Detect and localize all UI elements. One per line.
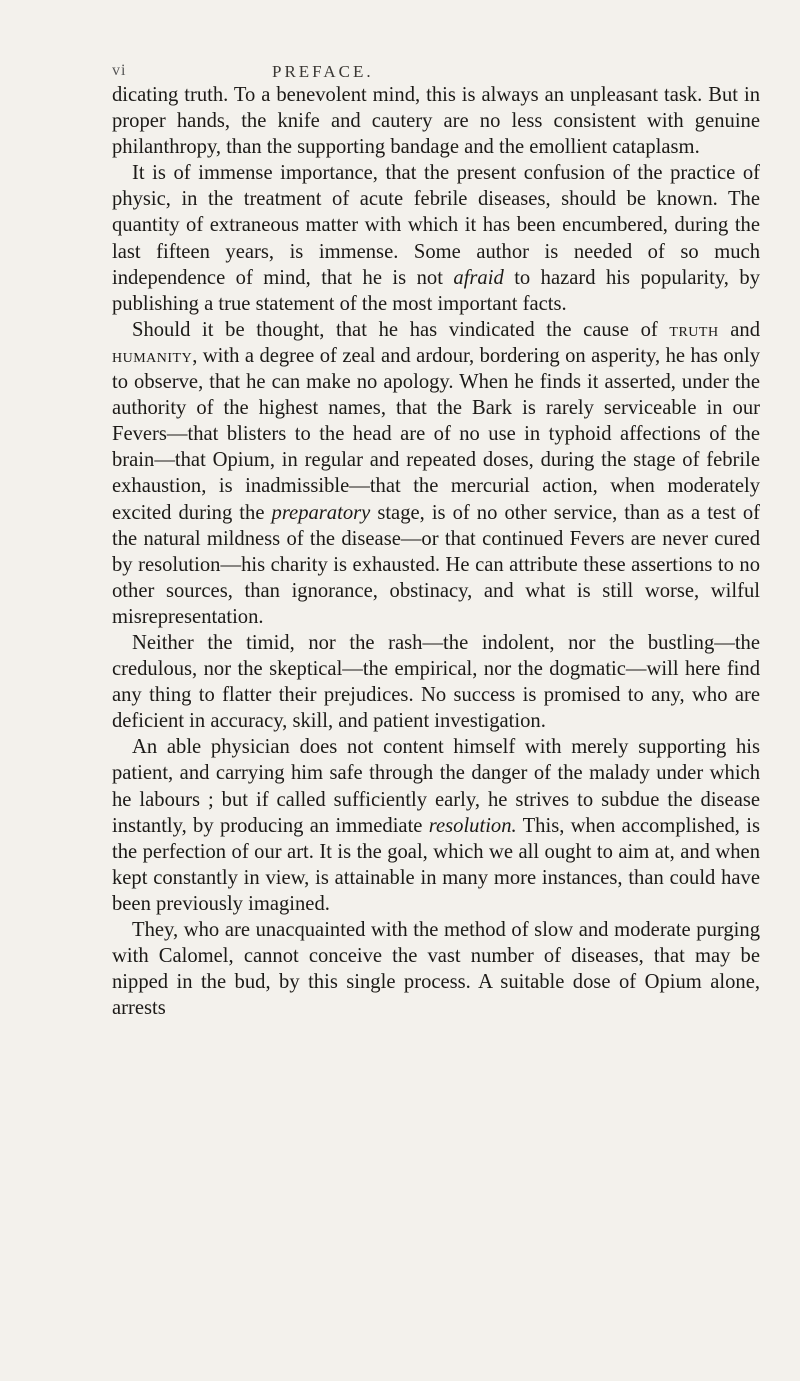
paragraph-1 [112,82,760,160]
text-span: An able physician does not content himself with merely supporting his patient, and carrying him safe through the danger of the malady under which he labours ; but if called sufficiently early, he strives to subdue the disease instantly, by producing an immediate [112,736,760,837]
smallcaps-span: humanity [112,344,193,367]
text-span: Neither the timid, nor the rash—the indolent, nor the bustling—the credulous, nor the skeptical—the empirical, nor the dogmatic—will here find any thing to flatter their prejudices. No success is promised to any, who are deficient in accuracy, skill, and patient investigation. [112,631,760,733]
body-text [112,82,760,1021]
paragraph-5 [112,734,760,917]
page-number: vi [112,62,127,79]
paragraph-4 [112,630,760,734]
italic-span: afraid [453,266,504,289]
text-span: This, when accomplished, is the perfection of our art. It is the goal, which we all ought to aim at, and when kept constantly in view, is attainable in many more instances, than could have been previously imagined. [112,814,761,915]
running-head: PREFACE. [272,62,374,81]
text-span: and [718,318,760,341]
paragraph-2 [112,160,760,317]
paragraph-6 [112,917,760,1021]
italic-span: preparatory [271,501,371,524]
italic-span: resolution. [428,814,517,837]
text-span: , with a degree of zeal and ardour, bordering on asperity, he has only to observe, that he can make no apology. When he finds it asserted, under the authority of the highest names, that the Bark is rarely serviceable in our Fevers—that blisters to the head are of no use in typhoid affections of the brain—that Opium, in regular and repeated doses, during the stage of febrile exhaustion, is inadmissible—that the mercurial action, when moderately excited during the [112,344,760,524]
text-span: It is of immense importance, that the present confusion of the practice of physic, in the treatment of acute febrile diseases, should be known. The quantity of extraneous matter with which it has been encumbered, during the last fifteen years, is immense. Some author is needed of so much independence of mind, that he is not [112,162,760,289]
text-span: Should it be thought, that he has vindicated the cause of [132,318,670,341]
text-span: stage, is of no other service, than as a test of the natural mildness of the disease—or that continued Fevers are never cured by resolution—his charity is exhausted. He can attribute these assertions to no other sources, than ignorance, obstinacy, and what is still worse, wilful misrepresentation. [112,501,760,628]
smallcaps-span: truth [669,318,719,341]
text-span: to hazard his popularity, by publishing a true statement of the most important facts. [112,266,760,315]
text-span: dicating truth. To a benevolent mind, this is always an unpleasant task. But in proper hands, the knife and cautery are no less consistent with genuine philanthropy, than the supporting bandage and the emollient cataplasm. [112,84,760,159]
text-span: They, who are unacquainted with the method of slow and moderate purging with Calomel, cannot conceive the vast number of diseases, that may be nipped in the bud, by this single process. A suitable dose of Opium alone, arrests [112,919,760,1020]
paragraph-3 [112,317,760,630]
